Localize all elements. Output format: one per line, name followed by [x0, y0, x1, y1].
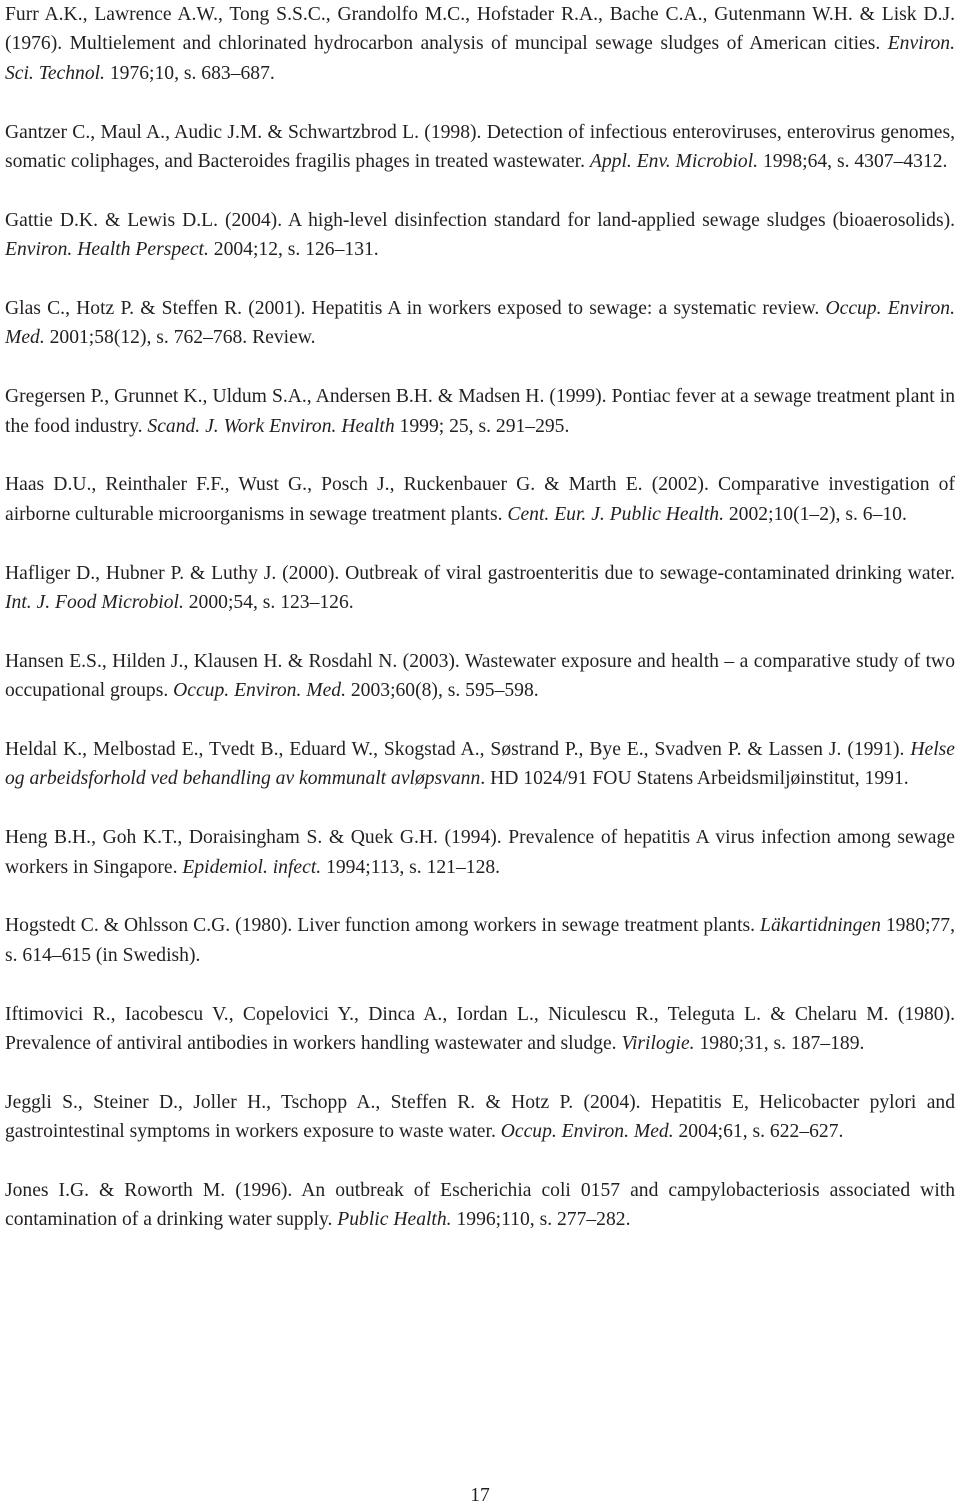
reference-entry — [5, 735, 955, 794]
reference-text: 2001;58(12), s. 762–768. Review. — [44, 327, 316, 349]
reference-entry — [5, 911, 955, 970]
reference-entry — [5, 647, 955, 706]
reference-entry — [5, 1000, 955, 1059]
reference-text: Hogstedt C. & Ohlsson C.G. (1980). Liver function among workers in sewage treatment plants. — [5, 915, 761, 937]
reference-text: 1994;113, s. 121–128. — [321, 856, 501, 878]
reference-source-title: Occup. Environ. Med. — [500, 1121, 674, 1143]
reference-entry — [5, 0, 955, 88]
reference-entry — [5, 1176, 955, 1235]
reference-entry — [5, 823, 955, 882]
reference-entry — [5, 206, 955, 265]
reference-text: Iftimovici R., Iacobescu V., Copelovici Y., Dinca A., Iordan L., Niculescu R., Teleguta L. & Chelaru M. (1980). Prevalence of antiviral antibodies in workers handling wastewater and sludge. — [5, 1003, 955, 1055]
reference-entry — [5, 1088, 955, 1147]
reference-source-title: Helse og arbeidsforhold ved behandling av kommunalt avløpsvann — [5, 739, 955, 790]
reference-text: 1980;77, s. 614–615 (in Swedish). — [5, 915, 955, 966]
reference-text: 2004;12, s. 126–131. — [208, 239, 379, 261]
reference-text: Heldal K., Melbostad E., Tvedt B., Eduard W., Skogstad A., Søstrand P., Bye E., Svadven P. & Lassen J. (1991). — [5, 739, 911, 761]
reference-list — [5, 0, 955, 1235]
reference-source-title: Int. J. Food Microbiol. — [5, 592, 184, 614]
reference-source-title: Occup. Environ. Med. — [5, 298, 955, 349]
reference-text: 1976;10, s. 683–687. — [104, 62, 275, 84]
page-number: 17 — [470, 1485, 490, 1506]
reference-text: 2003;60(8), s. 595–598. — [345, 680, 539, 702]
reference-text: 2004;61, s. 622–627. — [673, 1121, 844, 1143]
reference-text: Hansen E.S., Hilden J., Klausen H. & Rosdahl N. (2003). Wastewater exposure and health – a comparative study of two occupational groups. — [5, 650, 955, 702]
reference-text: Gantzer C., Maul A., Audic J.M. & Schwartzbrod L. (1998). Detection of infectious enteroviruses, enterovirus genomes, somatic coliphages, and Bacteroides fragilis phages in treated wastewater. — [5, 121, 955, 173]
reference-text: . HD 1024/91 FOU Statens Arbeidsmiljøinstitut, 1991. — [480, 768, 909, 790]
reference-entry — [5, 118, 955, 177]
reference-source-title: Environ. Health Perspect. — [5, 239, 209, 261]
reference-text: Furr A.K., Lawrence A.W., Tong S.S.C., Grandolfo M.C., Hofstader R.A., Bache C.A., Gutenmann W.H. & Lisk D.J. (1976). Multielement and chlorinated hydrocarbon analysis of muncipal sewage sludges of American cities. — [5, 4, 955, 55]
reference-text: Jones I.G. & Roworth M. (1996). An outbreak of Escherichia coli 0157 and campylobacteriosis associated with contamination of a drinking water supply. — [5, 1180, 955, 1231]
reference-text: Heng B.H., Goh K.T., Doraisingham S. & Quek G.H. (1994). Prevalence of hepatitis A virus infection among sewage workers in Singapore. — [5, 827, 955, 878]
reference-text: 1998;64, s. 4307–4312. — [758, 151, 948, 173]
reference-source-title: Environ. Sci. Technol. — [5, 33, 955, 84]
reference-source-title: Epidemiol. infect. — [182, 856, 322, 878]
reference-source-title: Läkartidningen — [760, 915, 881, 937]
reference-source-title: Appl. Env. Microbiol. — [589, 151, 759, 173]
reference-page — [5, 0, 955, 1264]
reference-text: Gregersen P., Grunnet K., Uldum S.A., Andersen B.H. & Madsen H. (1999). Pontiac fever at a sewage treatment plant in the food industry. — [5, 386, 955, 437]
reference-source-title: Scand. J. Work Environ. Health — [147, 415, 395, 437]
reference-source-title: Virilogie. — [621, 1033, 695, 1055]
reference-text: 2000;54, s. 123–126. — [183, 592, 354, 614]
reference-entry — [5, 559, 955, 618]
reference-entry — [5, 382, 955, 441]
reference-source-title: Public Health. — [337, 1209, 452, 1231]
reference-text: 1980;31, s. 187–189. — [694, 1033, 865, 1055]
reference-text: 2002;10(1–2), s. 6–10. — [723, 503, 907, 525]
reference-source-title: Occup. Environ. Med. — [173, 680, 346, 702]
reference-text: 1996;110, s. 277–282. — [451, 1209, 631, 1231]
reference-text: 1999; 25, s. 291–295. — [394, 415, 570, 437]
reference-text: Hafliger D., Hubner P. & Luthy J. (2000). Outbreak of viral gastroenteritis due to sewage-contaminated drinking water. — [5, 562, 955, 584]
reference-entry — [5, 294, 955, 353]
reference-text: Gattie D.K. & Lewis D.L. (2004). A high-level disinfection standard for land-applied sewage sludges (bioaerosolids). — [5, 209, 955, 231]
reference-text: Glas C., Hotz P. & Steffen R. (2001). Hepatitis A in workers exposed to sewage: a systematic review. — [5, 298, 826, 320]
reference-source-title: Cent. Eur. J. Public Health. — [507, 503, 724, 525]
reference-entry — [5, 470, 955, 529]
reference-text: Jeggli S., Steiner D., Joller H., Tschopp A., Steffen R. & Hotz P. (2004). Hepatitis E, Helicobacter pylori and gastrointestinal symptoms in workers exposure to waste water. — [5, 1091, 955, 1143]
reference-text: Haas D.U., Reinthaler F.F., Wust G., Posch J., Ruckenbauer G. & Marth E. (2002). Comparative investigation of airborne culturable microorganisms in sewage treatment plants. — [5, 474, 955, 525]
